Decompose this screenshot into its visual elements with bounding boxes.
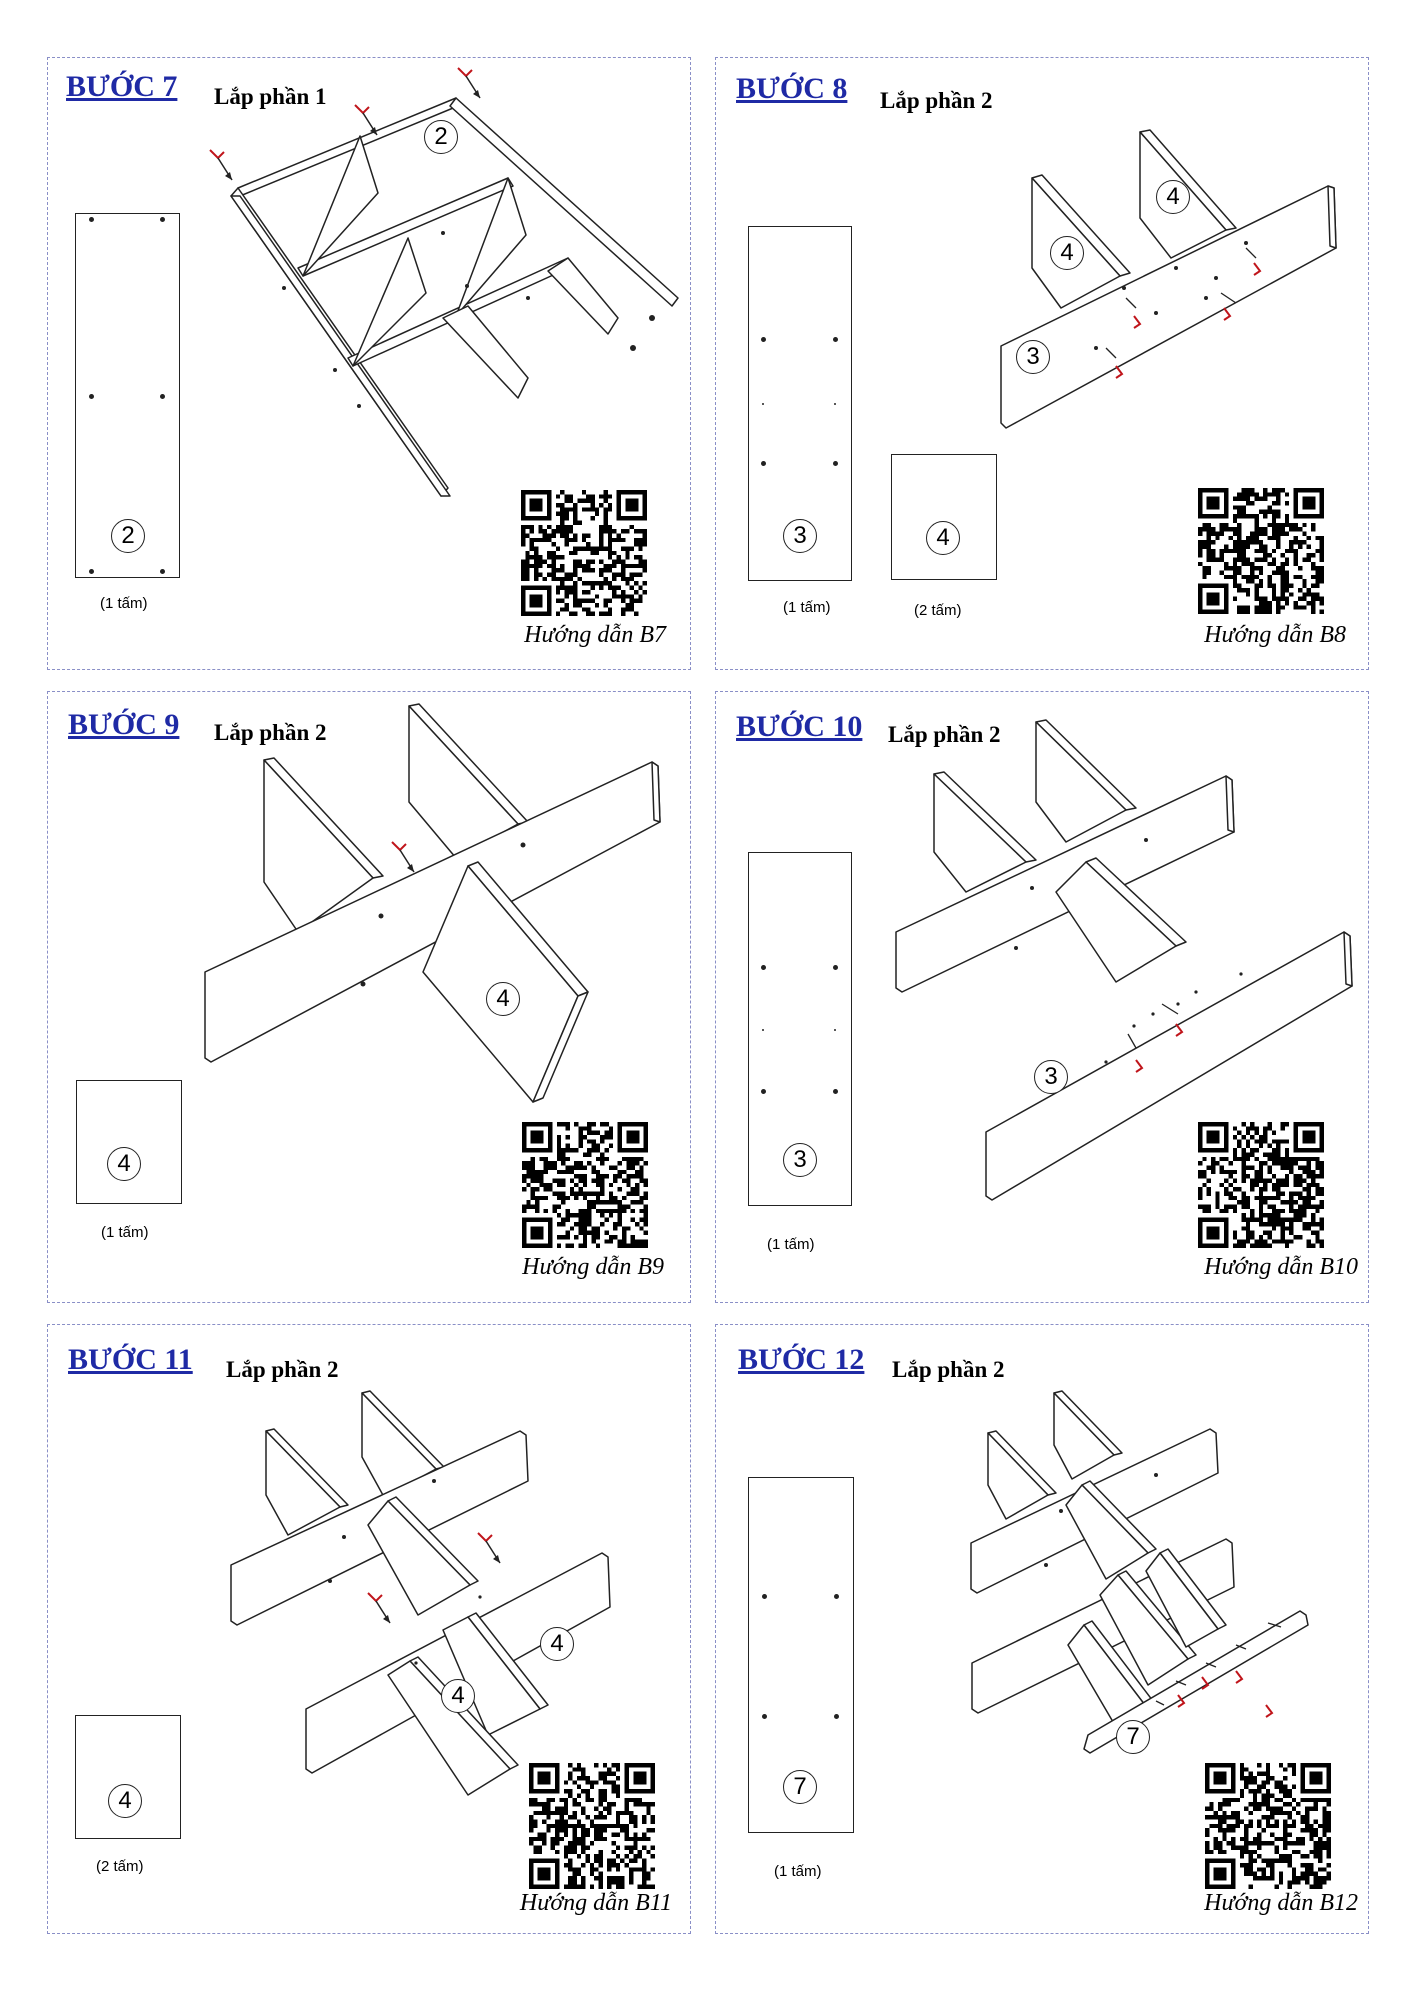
- step-10-title: BƯỚC 10: [736, 710, 863, 743]
- qr-code-icon: [529, 1763, 655, 1889]
- step-11-panel: [47, 1324, 691, 1934]
- step-11-title: BƯỚC 11: [68, 1343, 193, 1376]
- step-8-quantity-part-4: (2 tấm): [914, 602, 962, 619]
- screw-icon: [456, 66, 486, 106]
- screw-icon: [353, 103, 383, 143]
- step-8-title: BƯỚC 8: [736, 72, 848, 105]
- qr-code-icon: [1198, 488, 1324, 614]
- part-2-label: 2: [111, 519, 145, 553]
- assembly-label-3: 3: [1016, 340, 1050, 374]
- step-7-title: BƯỚC 7: [66, 70, 178, 103]
- step-8-subtitle: Lắp phần 2: [880, 88, 993, 113]
- step-9-subtitle: Lắp phần 2: [214, 720, 327, 745]
- part-7-label: 7: [783, 1770, 817, 1804]
- step-10-panel: [715, 691, 1369, 1303]
- guide-b9-caption: Hướng dẫn B9: [522, 1254, 664, 1280]
- part-4-label: 4: [107, 1147, 141, 1181]
- qr-code-icon: [522, 1122, 648, 1248]
- step-12-panel: [715, 1324, 1369, 1934]
- assembly-label-4a: 4: [540, 1627, 574, 1661]
- step-9-panel: [47, 691, 691, 1303]
- step-7-panel: [47, 57, 691, 670]
- step-8-quantity-part-3: (1 tấm): [783, 599, 831, 616]
- screw-icon: [390, 840, 420, 880]
- guide-b7-caption: Hướng dẫn B7: [524, 622, 666, 648]
- part-2-assembly-label: 2: [424, 120, 458, 154]
- assembly-label-4: 4: [486, 982, 520, 1016]
- step-11-subtitle: Lắp phần 2: [226, 1357, 339, 1382]
- assembly-label-4b: 4: [441, 1679, 475, 1713]
- step-8-panel: [715, 57, 1369, 670]
- step-7-quantity: (1 tấm): [100, 595, 148, 612]
- screw-icon: [366, 1591, 396, 1631]
- guide-b11-caption: Hướng dẫn B11: [519, 1890, 672, 1916]
- step-12-title: BƯỚC 12: [738, 1343, 865, 1376]
- qr-code-icon: [1205, 1763, 1331, 1889]
- step-7-subtitle: Lắp phần 1: [214, 84, 327, 109]
- screw-icon: [476, 1531, 506, 1571]
- assembly-label-7: 7: [1116, 1720, 1150, 1754]
- assembly-label-4a: 4: [1050, 236, 1084, 270]
- qr-code-icon: [521, 490, 647, 616]
- part-4-label: 4: [108, 1784, 142, 1818]
- guide-b8-caption: Hướng dẫn B8: [1204, 622, 1346, 648]
- qr-code-icon: [1198, 1122, 1324, 1248]
- guide-b10-caption: Hướng dẫn B10: [1204, 1254, 1358, 1280]
- assembly-label-3: 3: [1034, 1060, 1068, 1094]
- step-9-quantity: (1 tấm): [101, 1224, 149, 1241]
- part-3-label: 3: [783, 1143, 817, 1177]
- step-10-quantity: (1 tấm): [767, 1236, 815, 1253]
- step-10-subtitle: Lắp phần 2: [888, 722, 1001, 747]
- part-4-label: 4: [926, 521, 960, 555]
- part-3-label: 3: [783, 519, 817, 553]
- step-12-quantity: (1 tấm): [774, 1863, 822, 1880]
- screw-icon: [208, 148, 238, 188]
- step-11-quantity: (2 tấm): [96, 1858, 144, 1875]
- step-9-title: BƯỚC 9: [68, 708, 180, 741]
- step-12-subtitle: Lắp phần 2: [892, 1357, 1005, 1382]
- assembly-label-4b: 4: [1156, 180, 1190, 214]
- guide-b12-caption: Hướng dẫn B12: [1204, 1890, 1358, 1916]
